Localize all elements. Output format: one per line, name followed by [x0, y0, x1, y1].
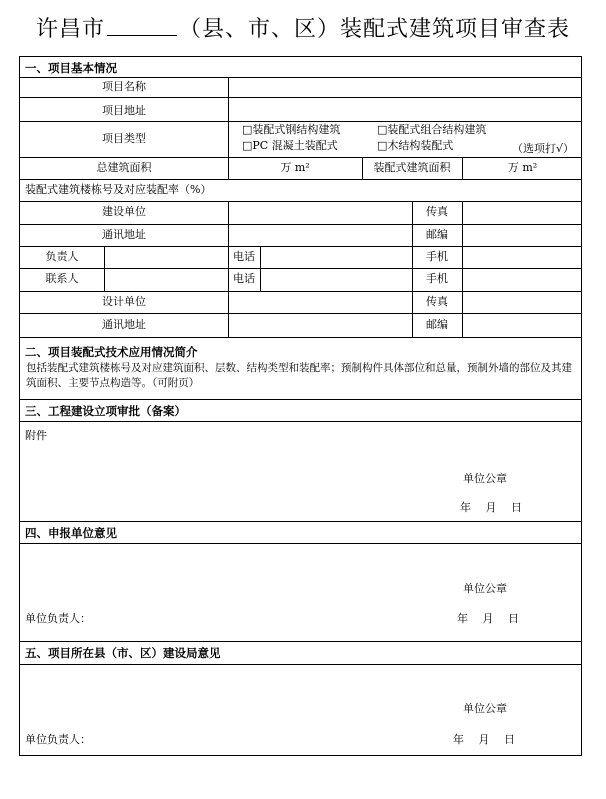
title-suffix: （县、市、区）装配式建筑项目审查表 [179, 17, 571, 42]
manager-phone-label: 电话 [233, 250, 255, 263]
section5-heading: 五、项目所在县（市、区）建设局意见 [25, 646, 221, 660]
col-line [228, 291, 229, 337]
type-hint: （选项打√） [512, 142, 575, 155]
prefab-area-label: 装配式建筑面积 [373, 161, 451, 174]
project-type-label: 项目类型 [102, 132, 146, 145]
type-option-pc[interactable]: □PC 混凝土装配式 [242, 139, 338, 152]
row-line [20, 337, 581, 338]
section4-date-label: 年 月 日 [457, 612, 519, 625]
designer-address-label: 通讯地址 [102, 318, 146, 331]
row-line [20, 664, 581, 665]
row-line [20, 97, 581, 98]
row-line [20, 521, 581, 522]
builder-zip-label: 邮编 [426, 228, 448, 241]
row-line [20, 121, 581, 122]
col-line [462, 201, 463, 246]
row-line [20, 77, 581, 78]
col-line [228, 201, 229, 246]
row-line [20, 641, 581, 642]
county-blank[interactable] [107, 15, 177, 36]
row-line [20, 421, 581, 422]
contact-label: 联系人 [45, 272, 79, 285]
row-line [20, 224, 581, 225]
project-name-label: 项目名称 [102, 80, 146, 93]
row-line [20, 313, 581, 314]
building-ratio-label: 装配式建筑楼栋号及对应装配率（%） [25, 183, 212, 196]
project-address-label: 项目地址 [102, 104, 146, 117]
designer-fax-label: 传真 [426, 295, 448, 308]
review-form [19, 56, 582, 756]
attachment-label: 附件 [25, 429, 47, 442]
contact-mobile-label: 手机 [426, 272, 448, 285]
col-line [260, 246, 261, 291]
section3-date-label: 年 月 日 [460, 501, 522, 514]
contact-phone-label: 电话 [233, 272, 255, 285]
col-line [462, 246, 463, 291]
section3-seal-label: 单位公章 [463, 472, 507, 485]
section4-seal-label: 单位公章 [463, 582, 507, 595]
total-area-label: 总建筑面积 [96, 161, 152, 174]
row-line [20, 157, 581, 158]
section2-description: 包括装配式建筑楼栋号及对应建筑面积、层数、结构类型和装配率；预制构件具体部位和总量，预制外墙的部位及其建筑面积、主要节点构造等。（可附页） [26, 362, 572, 389]
section2-heading: 二、项目装配式技术应用情况简介 [25, 345, 198, 359]
builder-fax-label: 传真 [426, 205, 448, 218]
prefab-area-unit: 万 m² [507, 161, 538, 174]
manager-label: 负责人 [45, 250, 79, 263]
row-line [20, 399, 581, 400]
section4-heading: 四、申报单位意见 [25, 526, 117, 540]
manager-mobile-label: 手机 [426, 250, 448, 263]
row-line [20, 201, 581, 202]
type-option-wood[interactable]: □木结构装配式 [377, 139, 454, 152]
type-option-composite[interactable]: □装配式组合结构建筑 [377, 123, 487, 136]
col-line [104, 246, 105, 291]
designer-label: 设计单位 [102, 295, 146, 308]
row-line [20, 291, 581, 292]
section1-heading: 一、项目基本情况 [25, 61, 117, 75]
type-option-steel[interactable]: □装配式钢结构建筑 [242, 123, 341, 136]
total-area-unit: 万 m² [280, 161, 310, 174]
title-prefix: 许昌市 [35, 17, 105, 42]
section5-date-label: 年 月 日 [453, 733, 515, 746]
designer-zip-label: 邮编 [426, 318, 448, 331]
builder-address-label: 通讯地址 [102, 228, 146, 241]
section3-heading: 三、工程建设立项审批（备案） [25, 404, 186, 418]
col-line [462, 291, 463, 337]
section5-seal-label: 单位公章 [463, 702, 507, 715]
page-title [0, 12, 606, 52]
col-line [228, 77, 229, 157]
row-line [20, 179, 581, 180]
section5-responsible-label: 单位负责人： [25, 733, 91, 746]
section4-responsible-label: 单位负责人： [25, 612, 91, 625]
builder-label: 建设单位 [102, 205, 146, 218]
row-line [20, 543, 581, 544]
